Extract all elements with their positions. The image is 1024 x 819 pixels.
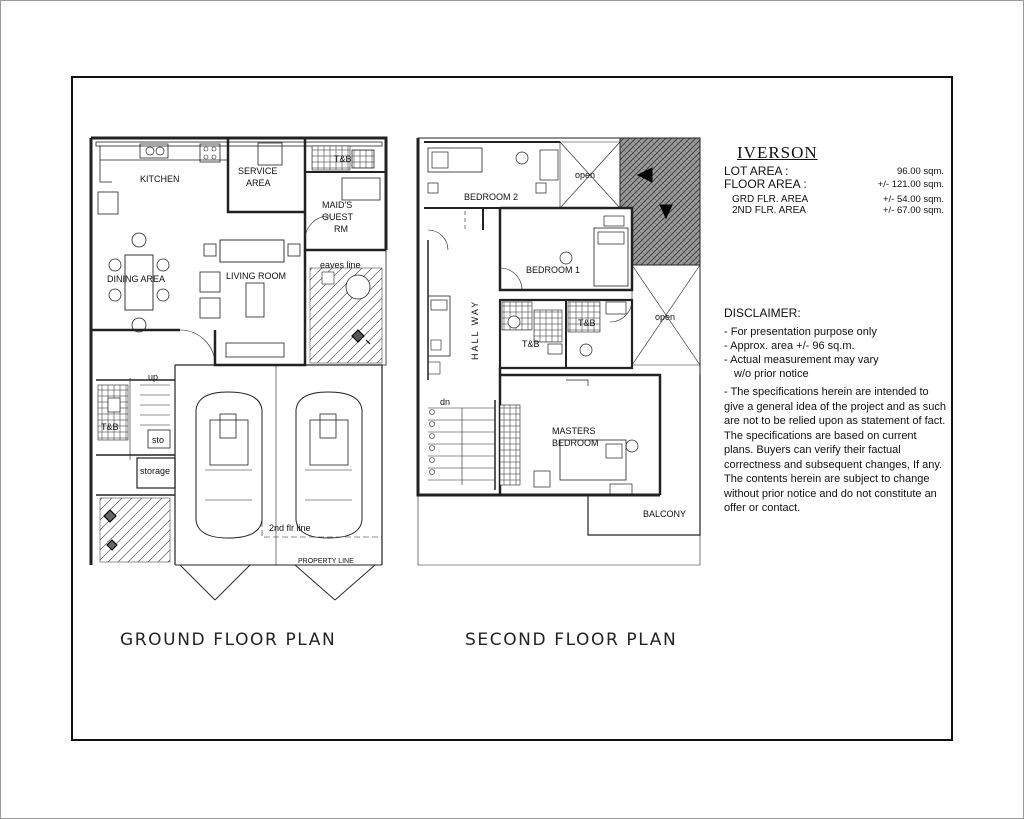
label-maids-3: RM xyxy=(334,224,348,234)
label-2nd-flr-line: 2nd flr line xyxy=(269,523,311,533)
label-maids-2: GUEST xyxy=(322,212,354,222)
label-tb-ground: T&B xyxy=(334,154,352,164)
floor-area-value: +/- 121.00 sqm. xyxy=(877,179,944,190)
label-tb-second-2: T&B xyxy=(578,318,596,328)
project-info-block xyxy=(724,143,944,216)
label-hallway: HALL WAY xyxy=(470,299,480,360)
label-dn: dn xyxy=(440,397,451,407)
second-floor-caption: SECOND FLOOR PLAN xyxy=(465,630,678,650)
label-sto: sto xyxy=(152,435,165,445)
second-area-value: +/- 67.00 sqm. xyxy=(883,205,944,216)
label-property-line: PROPERTY LINE xyxy=(298,558,354,565)
label-service-area-1: SERVICE xyxy=(238,166,278,176)
disclaimer-paragraph: - The specifications herein are intended to give a general idea of the project and as such are not to be relied upon as statement of fact. The specifications are based on current plans. Buyers can verify their factual correctness and subsequent changes, If any. The contents herein are subject to change without prior notice and do not constitute an offer or contact. xyxy=(724,386,946,514)
label-service-area-2: AREA xyxy=(246,178,271,188)
ground-floor-caption: GROUND FLOOR PLAN xyxy=(120,630,337,650)
disclaimer-item: - For presentation purpose only xyxy=(724,326,877,338)
stair-markers xyxy=(430,410,435,475)
label-storage: storage xyxy=(140,466,171,476)
label-open-1: open xyxy=(575,170,596,180)
disclaimer-item: - Approx. area +/- 96 sq.m. xyxy=(724,340,855,352)
disclaimer-item: - Actual measurement may vary xyxy=(724,354,879,366)
lot-area-label: LOT AREA : xyxy=(724,164,789,178)
disclaimer-block xyxy=(724,306,949,516)
label-living-room: LIVING ROOM xyxy=(226,271,287,281)
second-area-row xyxy=(724,205,944,216)
label-maids-1: MAID'S xyxy=(322,200,353,210)
label-masters-2: BEDROOM xyxy=(552,438,599,448)
label-masters-1: MASTERS xyxy=(552,426,596,436)
grd-area-row xyxy=(724,194,944,205)
label-bedroom-2: BEDROOM 2 xyxy=(464,192,519,202)
grd-area-label: GRD FLR. AREA xyxy=(732,194,809,205)
label-dining-area: DINING AREA xyxy=(107,274,166,284)
label-up: up xyxy=(148,372,159,382)
label-open-2: open xyxy=(655,312,676,322)
label-eaves-line: eaves line xyxy=(320,260,361,270)
label-balcony: BALCONY xyxy=(643,509,687,519)
disclaimer-heading: DISCLAIMER: xyxy=(724,306,801,320)
second-area-label: 2ND FLR. AREA xyxy=(732,205,806,216)
second-floor-plan xyxy=(418,138,700,565)
label-tb-second-1: T&B xyxy=(522,339,540,349)
floor-area-label: FLOOR AREA : xyxy=(724,177,807,191)
car-left-icon xyxy=(196,392,262,538)
car-right-icon xyxy=(296,392,362,538)
label-tb-ground-2: T&B xyxy=(101,422,119,432)
label-bedroom-1: BEDROOM 1 xyxy=(526,265,581,275)
grd-area-value: +/- 54.00 sqm. xyxy=(883,194,944,205)
project-name: IVERSON xyxy=(737,143,818,162)
floor-area-row xyxy=(724,178,944,191)
lot-area-value: 96.00 sqm. xyxy=(897,166,944,177)
label-kitchen: KITCHEN xyxy=(140,174,180,184)
disclaimer-item: w/o prior notice xyxy=(734,368,809,380)
